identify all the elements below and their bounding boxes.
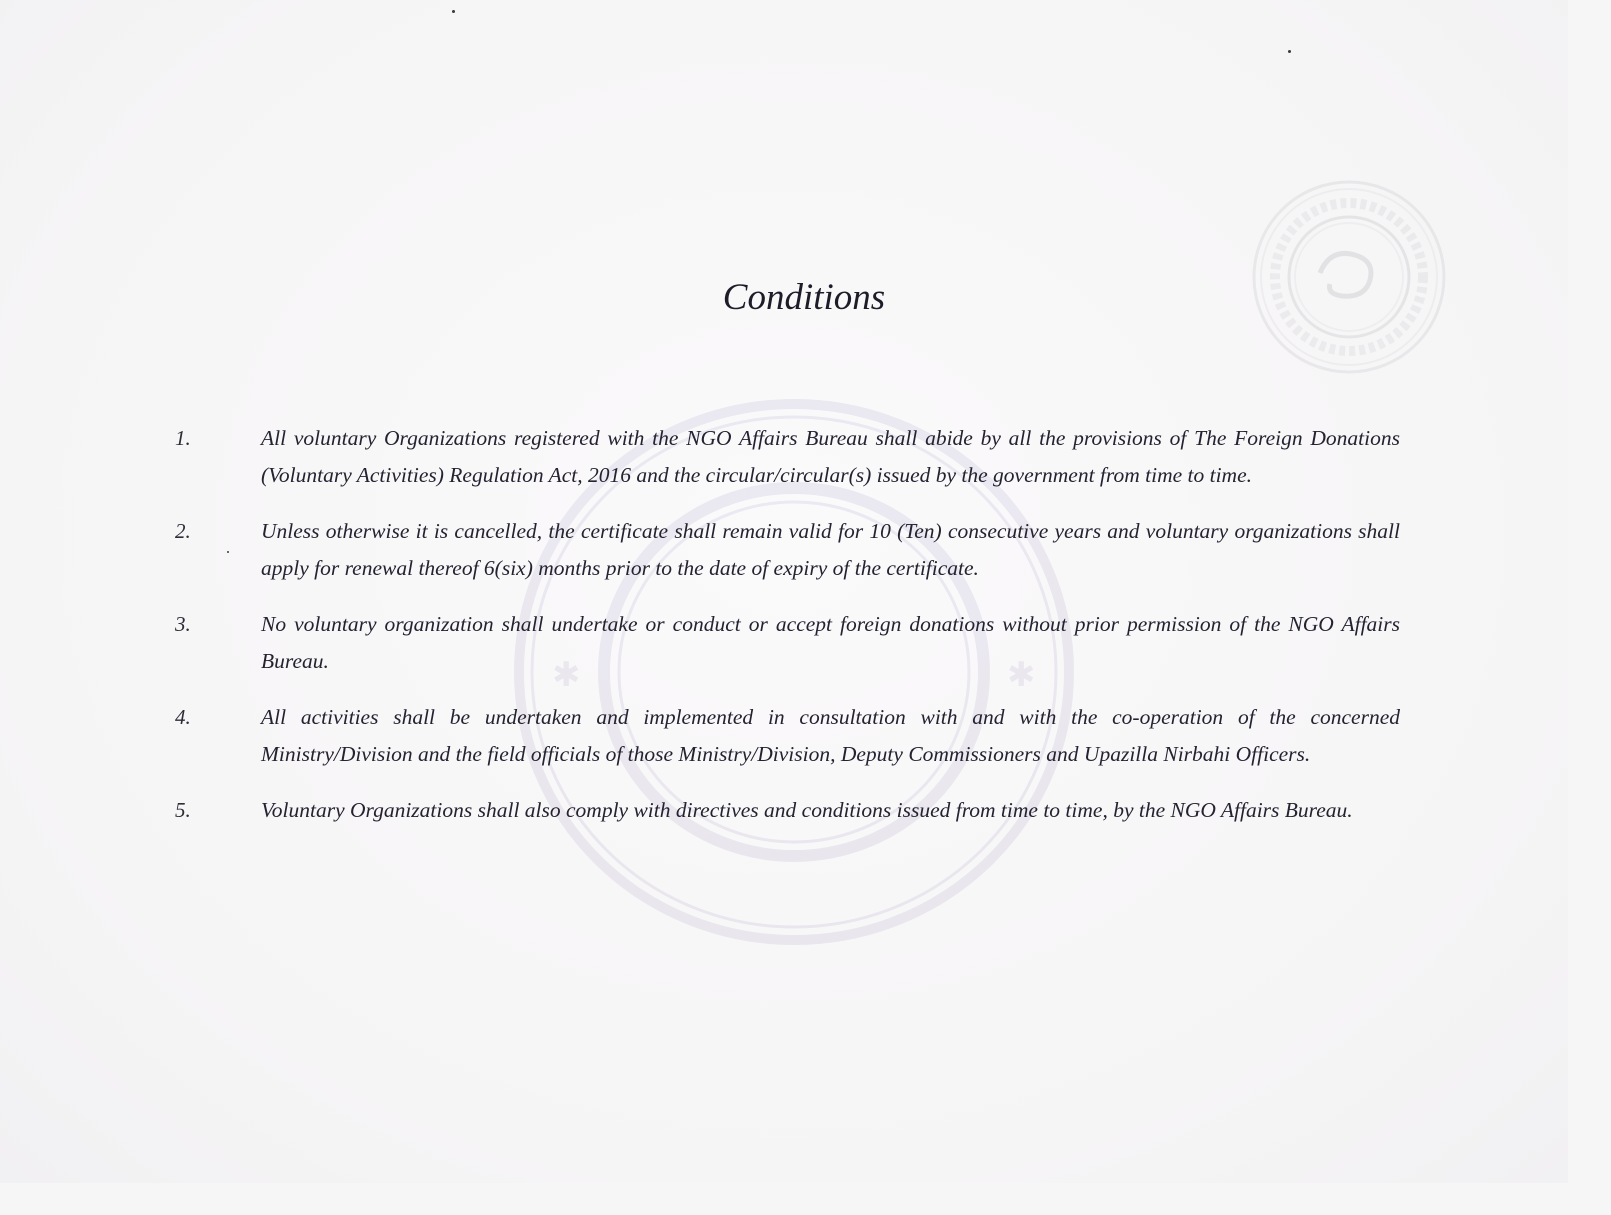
scan-speck [1288, 50, 1291, 53]
condition-number: 1. [175, 426, 191, 450]
svg-text:✱: ✱ [552, 655, 581, 695]
condition-number: 3. [175, 612, 191, 636]
condition-item [175, 420, 1400, 493]
condition-item [175, 699, 1400, 772]
scan-speck [452, 10, 455, 13]
condition-item [175, 606, 1400, 679]
condition-text: All activities shall be undertaken and implemented in consultation with and with the co-operation of the concerned Ministry/Division and the field officials of those Ministry/Division, Deputy Commissioners and Upazilla Nirbahi Officers. [261, 705, 1400, 766]
condition-number: 5. [175, 798, 191, 822]
condition-text: All voluntary Organizations registered with the NGO Affairs Bureau shall abide by all the provisions of The Foreign Donations (Voluntary Activities) Regulation Act, 2016 and the circular/circular(s) issued by the government from time to time. [261, 426, 1400, 487]
condition-number: 2. [175, 519, 191, 543]
condition-item [175, 792, 1400, 829]
page-title: Conditions [722, 277, 886, 318]
condition-number: 4. [175, 705, 191, 729]
condition-text: Voluntary Organizations shall also comply with directives and conditions issued from time to time, by the NGO Affairs Bureau. [261, 798, 1353, 822]
condition-text: Unless otherwise it is cancelled, the certificate shall remain valid for 10 (Ten) consecutive years and voluntary organizations shall apply for renewal thereof 6(six) months prior to the date of expiry of the certificate. [261, 519, 1400, 580]
svg-text:✱: ✱ [1007, 655, 1036, 695]
condition-item [175, 513, 1400, 586]
conditions-list [175, 420, 1400, 849]
condition-text: No voluntary organization shall undertake or conduct or accept foreign donations without prior permission of the NGO Affairs Bureau. [261, 612, 1400, 673]
